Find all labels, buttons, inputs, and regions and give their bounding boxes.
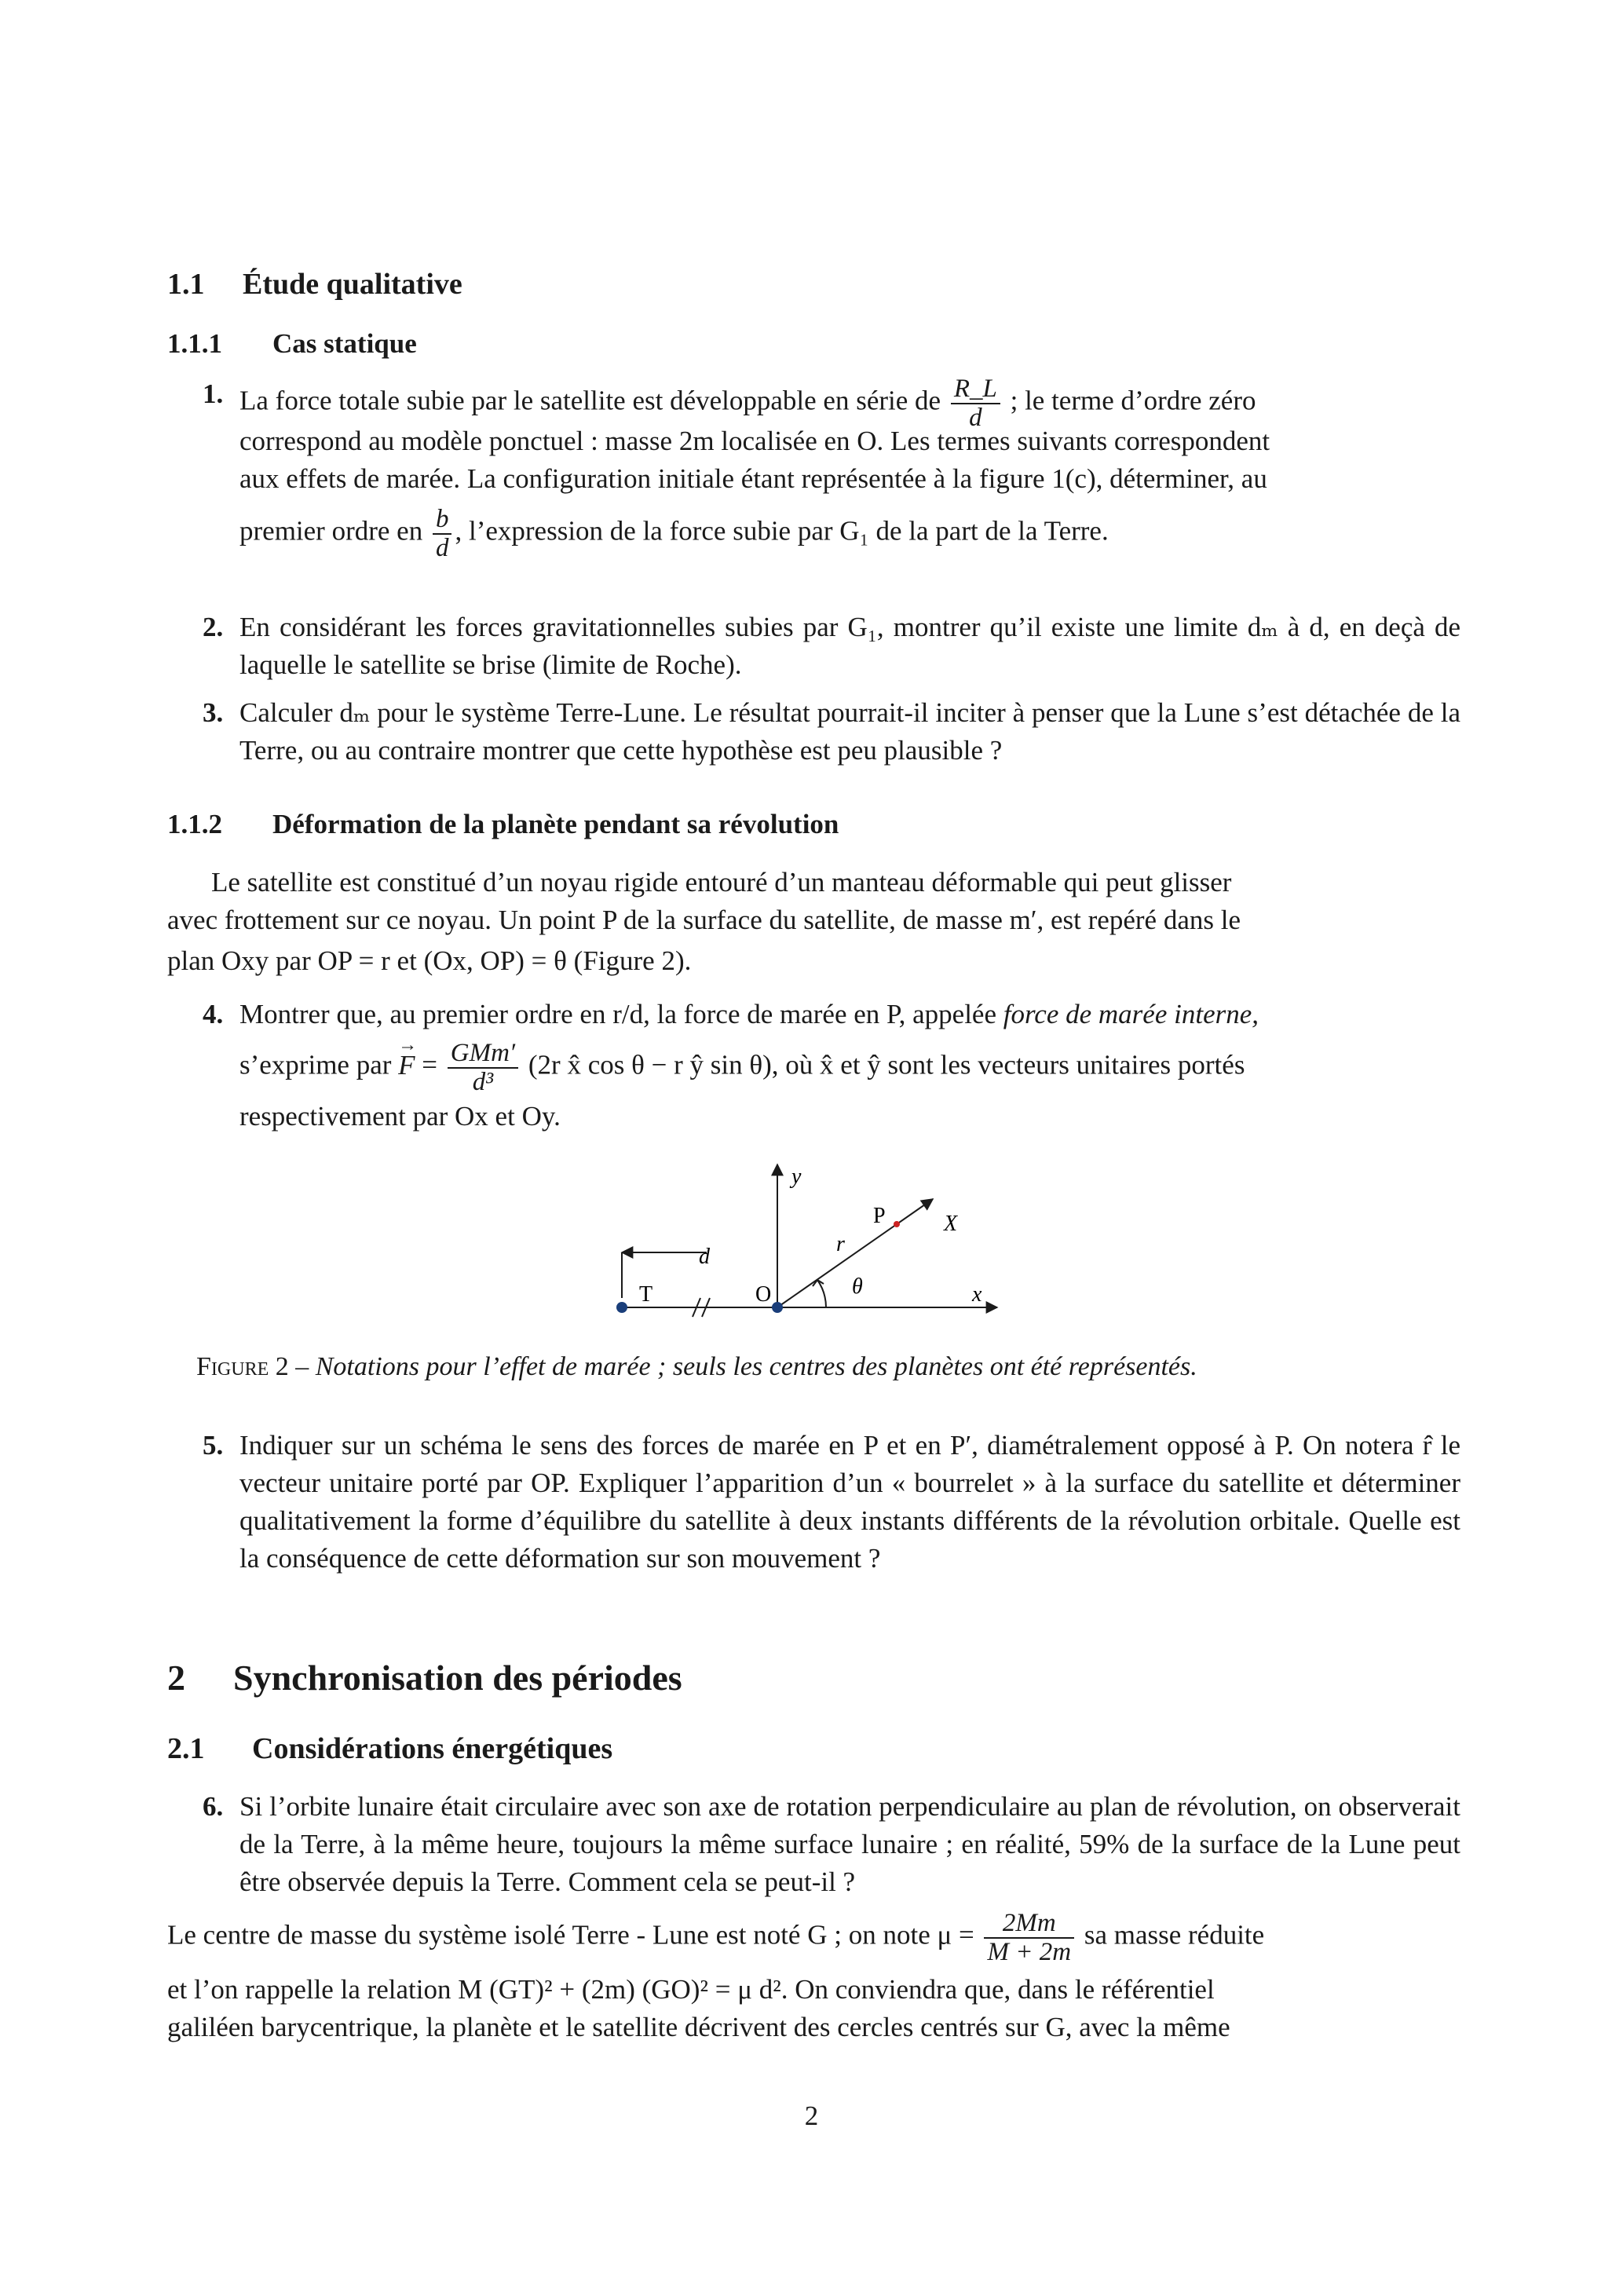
subsection-number: 1.1.1	[167, 328, 222, 359]
para1-line2: avec frottement sur ce noyau. Un point P de la surface du satellite, de masse m′, est repéré dans le	[167, 905, 1241, 935]
q4-line2b: (2r x̂ cos θ − r ŷ sin θ), où x̂ et ŷ sont les vecteurs unitaires portés	[528, 1049, 1245, 1080]
frac-den: d	[435, 533, 449, 562]
question-text: Indiquer sur un schéma le sens des forces de marée en P et en P′, diamétralement opposé à P. On notera r̂ le vecteur unitaire porté par OP. Expliquer l’apparition d’un « bourrelet » à la surface du satellite et déterminer qualitativement la forme d’équilibre du satellite à deux instants différents de la révolution orbitale. Quelle est la conséquence de cette déformation sur son mouvement ?	[239, 1430, 1460, 1574]
earth-center-T	[616, 1302, 627, 1313]
fraction-b-over-d	[433, 506, 452, 561]
origin-point-O	[772, 1302, 783, 1313]
question-3	[167, 694, 1460, 770]
label-P: P	[873, 1204, 886, 1228]
para1-line3a: plan Oxy par OP = r et	[167, 945, 417, 976]
subsection-heading-1-1-2	[167, 809, 1460, 840]
question-number: 6.	[203, 1791, 224, 1822]
para1-line1: Le satellite est constitué d’un noyau rigide entouré d’un manteau déformable qui peut glisser	[211, 867, 1232, 898]
fraction-GMm-over-d3	[448, 1040, 518, 1095]
question-5	[167, 1427, 1460, 1578]
paragraph-center-of-mass	[167, 1910, 1460, 2046]
q4-line1b: force de marée interne,	[1003, 999, 1259, 1029]
figure-2-tidal-diagram	[605, 1158, 1013, 1327]
subsection-title: Cas statique	[272, 328, 417, 359]
q1-line1a: La force totale subie par le satellite est développable en série de	[239, 385, 941, 416]
equals: =	[422, 1049, 438, 1080]
frac-num: R_L	[951, 375, 1000, 404]
question-text: Si l’orbite lunaire était circulaire avec son axe de rotation perpendiculaire au plan de révolution, on observerait de la Terre, à la même heure, toujours la même surface lunaire ; en réalité, 59% de la surface de la Lune peut être observée depuis la Terre. Comment cela se peut-il ?	[239, 1791, 1460, 1897]
q1-line2: correspond au modèle ponctuel : masse 2m localisée en O. Les termes suivants correspondent	[239, 426, 1270, 456]
caption-text: Notations pour l’effet de marée ; seuls les centres des planètes ont été représentés.	[315, 1352, 1197, 1381]
theta-arc	[817, 1280, 826, 1307]
question-1	[167, 375, 1460, 569]
section-number: 1.1	[167, 268, 205, 301]
question-number: 5.	[203, 1430, 224, 1461]
question-text: En considérant les forces gravitationnelles subies par G₁, montrer qu’il existe une limite dₘ à d, en deçà de laquelle le satellite se brise (limite de Roche).	[239, 612, 1460, 680]
caption-separator: –	[295, 1352, 309, 1381]
frac-den: d	[969, 403, 982, 432]
label-X: X	[944, 1212, 958, 1236]
para1-line3b: (Ox, OP) = θ (Figure 2).	[423, 945, 692, 976]
question-4	[167, 996, 1460, 1135]
q4-line1a: Montrer que, au premier ordre en r/d, la force de marée en P, appelée	[239, 999, 996, 1029]
frac-den: d³	[472, 1067, 494, 1096]
question-number: 1.	[203, 378, 224, 409]
question-number: 3.	[203, 697, 224, 728]
label-theta: θ	[852, 1274, 863, 1299]
q1-line1b: ; le terme d’ordre zéro	[1010, 385, 1256, 416]
fraction-reduced-mass	[984, 1910, 1074, 1965]
frac-num: 2Mm	[984, 1910, 1074, 1939]
para2-line3: galiléen barycentrique, la planète et le satellite décrivent des cercles centrés sur G, avec la même	[167, 2012, 1230, 2042]
label-r: r	[836, 1232, 845, 1256]
q1-line3: aux effets de marée. La configuration initiale étant représentée à la figure 1(c), déterminer, au	[239, 463, 1267, 494]
figure-2-caption	[196, 1349, 1437, 1385]
subsection-heading-1-1-1	[167, 328, 1460, 360]
question-number: 4.	[203, 999, 224, 1029]
para2-line1a: Le centre de masse du système isolé Terre - Lune est noté G ; on note μ =	[167, 1919, 974, 1951]
caption-label: Figure 2	[196, 1352, 289, 1381]
label-T: T	[639, 1282, 653, 1307]
label-d: d	[699, 1245, 710, 1269]
subsection-title: Déformation de la planète pendant sa révolution	[272, 809, 839, 839]
label-y: y	[791, 1164, 802, 1189]
frac-num: b	[433, 506, 452, 535]
question-number: 2.	[203, 612, 224, 642]
q1-line4a: premier ordre en	[239, 515, 423, 547]
frac-num: GMm′	[448, 1040, 518, 1069]
section-title: Synchronisation des périodes	[233, 1658, 682, 1698]
para2-line2: et l’on rappelle la relation M (GT)² + (2m) (GO)² = μ d². On conviendra que, dans le référentiel	[167, 1974, 1215, 2005]
question-text: Calculer dₘ pour le système Terre-Lune. Le résultat pourrait-il inciter à penser que la Lune s’est détachée de la Terre, ou au contraire montrer que cette hypothèse est peu plausible ?	[239, 697, 1460, 766]
question-2	[167, 609, 1460, 684]
q1-line4b: , l’expression de la force subie par G₁ de la part de la Terre.	[455, 515, 1109, 547]
subsection-number: 1.1.2	[167, 809, 222, 839]
force-vector-F: → F	[398, 1047, 415, 1084]
page-number: 2	[804, 2100, 819, 2131]
section-heading-1-1	[167, 267, 1460, 302]
section-title: Étude qualitative	[243, 268, 462, 301]
q4-line3: respectivement par Ox et Oy.	[239, 1101, 561, 1132]
paragraph-satellite	[167, 864, 1460, 980]
label-x: x	[972, 1282, 982, 1307]
q4-line2a: s’exprime par	[239, 1049, 392, 1080]
section-heading-2	[167, 1657, 1460, 1698]
section-title: Considérations énergétiques	[252, 1732, 613, 1765]
frac-den: M + 2m	[987, 1937, 1072, 1966]
point-P	[894, 1221, 900, 1227]
section-number: 2.1	[167, 1732, 205, 1765]
para2-line1b: sa masse réduite	[1084, 1919, 1265, 1951]
question-6	[167, 1788, 1460, 1901]
section-number: 2	[167, 1658, 185, 1698]
label-O: O	[755, 1282, 772, 1307]
section-heading-2-1	[167, 1731, 1460, 1766]
